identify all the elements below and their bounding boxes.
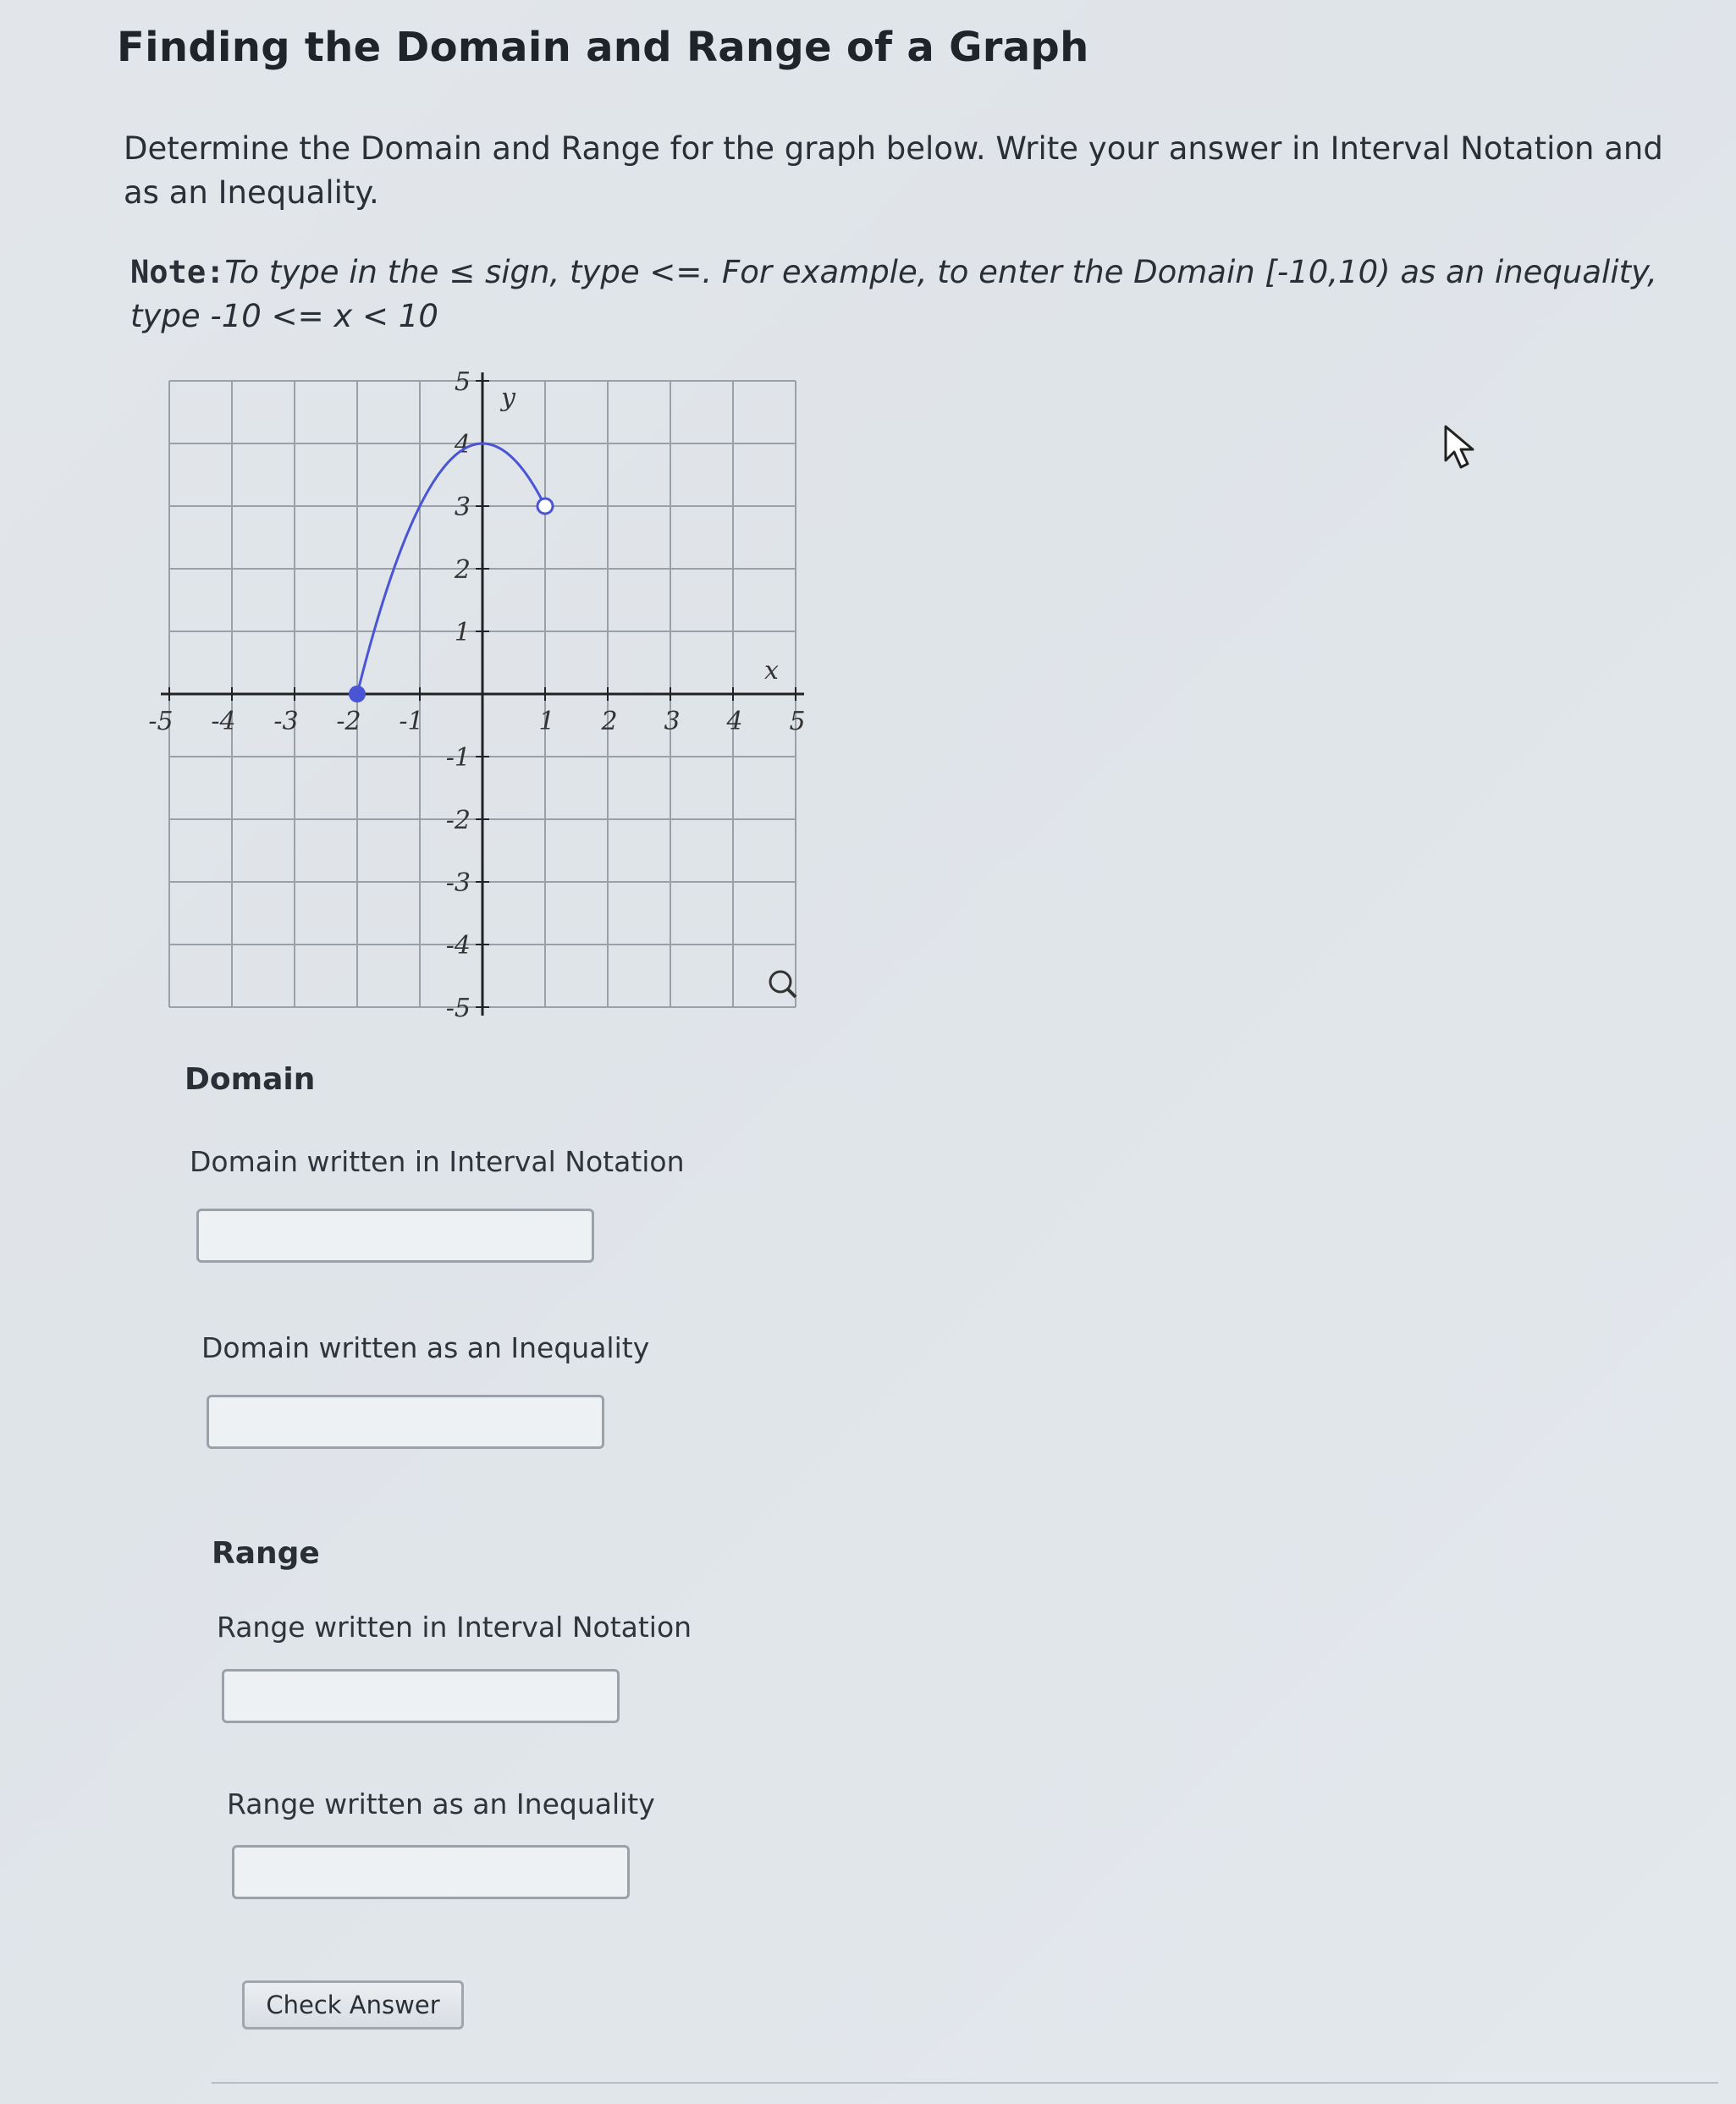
domain-heading: Domain (185, 1062, 316, 1097)
x-axis-label: x (764, 656, 779, 686)
range-inequality-label: Range written as an Inequality (227, 1787, 655, 1820)
x-tick-label: 2 (601, 707, 618, 736)
note-label: Note: (130, 254, 225, 290)
range-heading: Range (212, 1536, 320, 1571)
range-interval-input[interactable] (222, 1669, 620, 1723)
magnify-icon[interactable] (770, 972, 796, 997)
x-tick-label: 1 (538, 707, 555, 736)
x-tick-label: 4 (726, 707, 743, 736)
page-title: Finding the Domain and Range of a Graph (117, 24, 1089, 71)
open-endpoint (537, 498, 553, 514)
function-graph (144, 364, 821, 1024)
axes (161, 372, 804, 1016)
domain-interval-input[interactable] (196, 1209, 594, 1263)
y-tick-label: 1 (454, 618, 471, 647)
y-tick-label: 4 (454, 430, 471, 460)
y-tick-label: 3 (454, 493, 471, 522)
x-tick-label: -2 (336, 707, 361, 736)
check-answer-button[interactable]: Check Answer (242, 1980, 464, 2030)
note-body: To type in the ≤ sign, type <=. For example, to enter the Domain [-10,10) as an inequality, type -10 <= x < 10 (130, 254, 1657, 334)
range-inequality-input[interactable] (232, 1845, 630, 1899)
instructions-text: Determine the Domain and Range for the graph below. Write your answer in Interval Notation and as an Inequality. (124, 130, 1663, 211)
x-tick-label: -5 (148, 707, 174, 736)
y-tick-label: -5 (445, 994, 471, 1023)
x-tick-label: -3 (273, 707, 299, 736)
domain-inequality-label: Domain written as an Inequality (201, 1331, 650, 1364)
y-tick-label: -2 (445, 806, 471, 835)
y-tick-label: 5 (454, 367, 471, 397)
graph-canvas (144, 364, 821, 1024)
mouse-cursor-icon (1442, 423, 1476, 471)
x-tick-label: -1 (399, 707, 424, 736)
y-tick-label: 2 (454, 555, 471, 585)
domain-interval-label: Domain written in Interval Notation (190, 1145, 685, 1178)
y-tick-label: -3 (445, 868, 471, 898)
closed-endpoint (349, 686, 366, 702)
domain-inequality-input[interactable] (207, 1395, 604, 1449)
y-tick-label: -4 (445, 931, 471, 961)
note-text (130, 251, 1688, 339)
y-tick-label: -1 (445, 743, 471, 773)
range-interval-label: Range written in Interval Notation (217, 1611, 692, 1644)
x-tick-label: -4 (211, 707, 236, 736)
divider (212, 2082, 1718, 2084)
y-axis-label: y (501, 383, 515, 413)
x-tick-label: 5 (789, 707, 806, 736)
x-tick-label: 3 (664, 707, 681, 736)
